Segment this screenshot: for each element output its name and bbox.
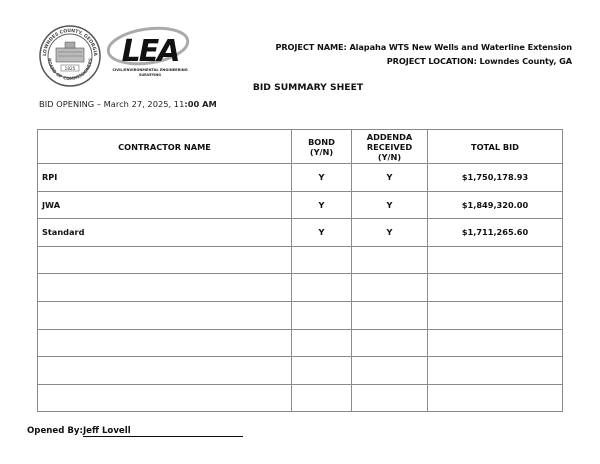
contractor-name-cell [38,384,292,412]
header-bond [292,130,352,164]
header-addenda-line3: (Y/N) [377,151,402,162]
header-addenda [352,130,428,164]
table-row [38,329,563,357]
addenda-cell: Y [352,191,428,219]
svg-text:SURVEYING: SURVEYING [138,73,162,77]
total-bid-cell [428,274,563,302]
addenda-cell [352,329,428,357]
addenda-cell [352,274,428,302]
bond-cell: Y [292,219,352,247]
table-row [38,191,563,219]
table-row [38,219,563,247]
bond-cell [292,274,352,302]
bid-summary-table [37,129,563,412]
bond-cell [292,357,352,385]
county-seal-icon [39,25,101,87]
total-bid-cell [428,329,563,357]
bond-cell [292,329,352,357]
header-contractor-name: CONTRACTOR NAME [38,130,292,164]
svg-text:1825: 1825 [64,66,76,71]
bid-opening-date [39,99,217,109]
contractor-name-cell [38,274,292,302]
header-total-bid: TOTAL BID [428,130,563,164]
addenda-cell [352,384,428,412]
header-addenda-line2: RECEIVED [366,141,413,152]
svg-text:BOARD OF COMMISSIONERS: BOARD OF COMMISSIONERS [45,58,95,83]
addenda-cell: Y [352,219,428,247]
project-info [275,40,572,68]
table-row [38,357,563,385]
contractor-name-cell: Standard [38,219,292,247]
header-bond-line2: (Y/N) [309,146,334,157]
addenda-cell [352,301,428,329]
table-row [38,301,563,329]
header-addenda-line1: ADDENDA [366,131,413,142]
opened-by-name: Jeff Lovell [83,426,243,437]
project-location: PROJECT LOCATION: Lowndes County, GA [386,56,572,66]
contractor-name-cell: RPI [38,164,292,192]
total-bid-cell: $1,750,178.93 [428,164,563,192]
table-row [38,164,563,192]
bond-cell [292,246,352,274]
total-bid-cell: $1,711,265.60 [428,219,563,247]
contractor-name-cell: JWA [38,191,292,219]
header-bond-line1: BOND [308,136,335,147]
total-bid-cell: $1,849,320.00 [428,191,563,219]
lea-logo-icon [106,24,194,82]
addenda-cell [352,357,428,385]
svg-text:CIVIL/ENVIRONMENTAL ENGINEERIN: CIVIL/ENVIRONMENTAL ENGINEERING [112,68,188,72]
total-bid-cell [428,384,563,412]
bond-cell [292,301,352,329]
table-row [38,274,563,302]
opened-by-label: Opened By: [27,426,83,436]
bid-opening-prefix: BID OPENING – March 27, 2025, 11 [39,99,185,109]
contractor-name-cell [38,357,292,385]
table-row [38,246,563,274]
bond-cell: Y [292,164,352,192]
opened-by [27,426,243,437]
total-bid-cell [428,246,563,274]
addenda-cell [352,246,428,274]
total-bid-cell [428,357,563,385]
bid-opening-suffix: :00 AM [184,99,217,109]
project-name: PROJECT NAME: Alapaha WTS New Wells and Waterline Extension [275,42,572,52]
contractor-name-cell [38,301,292,329]
contractor-name-cell [38,329,292,357]
total-bid-cell [428,301,563,329]
page-title: BID SUMMARY SHEET [252,82,364,93]
addenda-cell: Y [352,164,428,192]
bond-cell: Y [292,191,352,219]
bond-cell [292,384,352,412]
table-row [38,384,563,412]
svg-text:LEA: LEA [121,34,179,69]
table-header-row [38,130,563,164]
svg-text:LOWNDES COUNTY, GEORGIA: LOWNDES COUNTY, GEORGIA [42,28,98,57]
contractor-name-cell [38,246,292,274]
